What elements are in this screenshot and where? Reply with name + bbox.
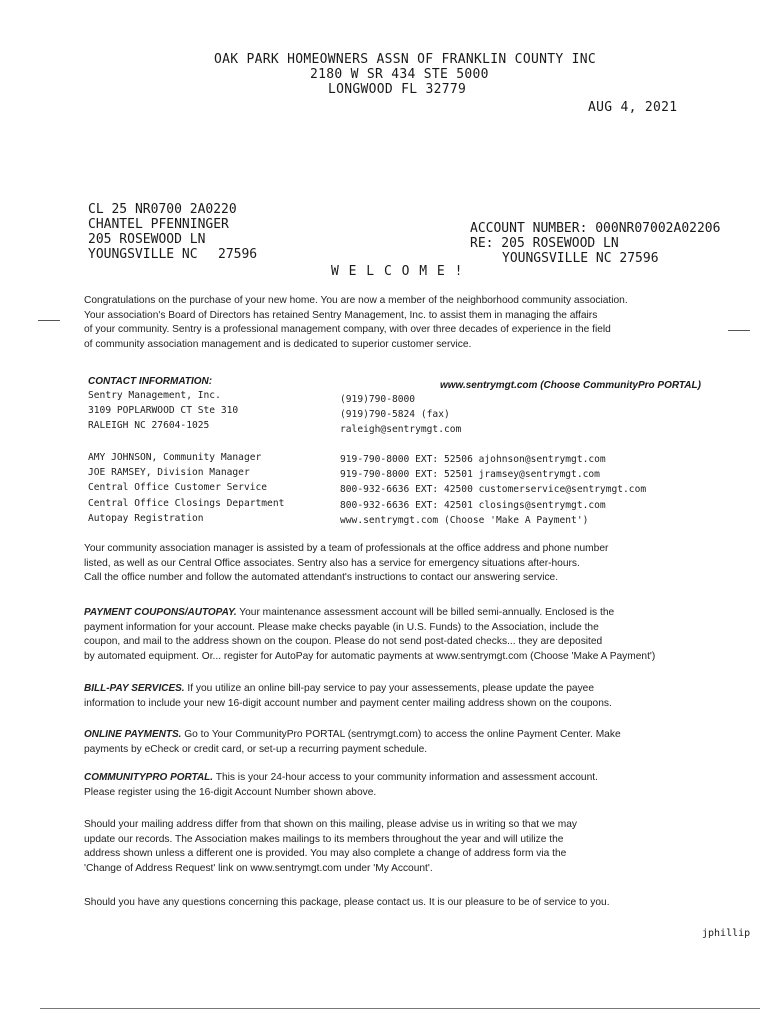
payment-line: payment information for your account. Please make checks payable (in U.S. Funds) to the Association, include the — [84, 621, 599, 633]
intro-paragraph — [84, 294, 724, 352]
sender-name: OAK PARK HOMEOWNERS ASSN OF FRANKLIN COUNTY INC — [214, 52, 596, 67]
contact-person-detail: 919-790-8000 EXT: 52506 ajohnson@sentrymgt.com — [340, 454, 606, 465]
portal-paragraph — [84, 771, 724, 800]
payment-first-line: Your maintenance assessment account will be billed semi-annually. Enclosed is the — [236, 607, 615, 618]
account-re: RE: 205 ROSEWOOD LN — [470, 236, 619, 251]
company-details — [340, 392, 461, 438]
sender-city: LONGWOOD FL 32779 — [328, 82, 467, 97]
contact-person-label: AMY JOHNSON, Community Manager — [88, 452, 262, 463]
contact-person-detail: 919-790-8000 EXT: 52501 jramsey@sentrymgt.com — [340, 469, 600, 481]
closing-line: Should you have any questions concerning this package, please contact us. It is our pleasure to be of service to you. — [84, 897, 610, 908]
intro-line: of your community. Sentry is a professional management company, with over three decades of experience in the field — [84, 324, 611, 336]
portal-first-line: This is your 24-hour access to your community information and assessment account. — [213, 772, 598, 783]
intro-line: Your association's Board of Directors has retained Sentry Management, Inc. to assist them in managing the affairs — [84, 309, 598, 321]
sender-street: 2180 W SR 434 STE 5000 — [310, 67, 489, 82]
manager-paragraph — [84, 542, 724, 586]
contact-person-detail: 800-932-6636 EXT: 42501 closings@sentrymgt.com — [340, 499, 606, 511]
bottom-rule — [40, 1008, 760, 1009]
contact-portal: www.sentrymgt.com (Choose CommunityPro PORTAL) — [440, 380, 701, 391]
letter-date: AUG 4, 2021 — [588, 100, 678, 115]
manager-line: Call the office number and follow the automated attendant's instructions to contact our answering service. — [84, 572, 559, 584]
account-re-city: YOUNGSVILLE NC 27596 — [502, 251, 659, 266]
recipient-zip: 27596 — [218, 247, 258, 262]
address-line: Should your mailing address differ from that shown on this mailing, please advise us in writing so that we may — [84, 819, 578, 830]
contact-person-detail: www.sentrymgt.com (Choose 'Make A Payment') — [340, 514, 589, 526]
contact-people-details — [340, 452, 646, 528]
recipient-street: 205 ROSEWOOD LN — [88, 232, 206, 247]
billpay-line: information to include your new 16-digit account number and payment center mailing address shown on the coupons. — [84, 697, 612, 709]
recipient-code: CL 25 NR0700 2A0220 — [88, 202, 237, 217]
payment-paragraph — [84, 606, 724, 664]
manager-line: listed, as well as our Central Office associates. Sentry also has a service for emergency situations after-hours. — [84, 557, 580, 569]
billpay-heading: BILL-PAY SERVICES. — [84, 683, 185, 694]
closing-paragraph — [84, 896, 724, 911]
margin-mark-left — [38, 320, 60, 321]
contact-person-label: Central Office Customer Service — [88, 482, 268, 494]
company-line: RALEIGH NC 27604-1025 — [88, 420, 210, 432]
signature: jphillip — [702, 928, 751, 939]
payment-line: by automated equipment. Or... register for AutoPay for automatic payments at www.sentrymgt.com (Choose 'Make A Payment') — [84, 650, 656, 662]
contact-heading: CONTACT INFORMATION: — [88, 376, 213, 387]
portal-heading: COMMUNITYPRO PORTAL. — [84, 772, 214, 783]
recipient-name: CHANTEL PFENNINGER — [88, 217, 229, 232]
intro-line: Congratulations on the purchase of your new home. You are now a member of the neighborhood community association. — [84, 295, 628, 306]
contact-people-labels — [88, 450, 284, 526]
margin-mark-right — [728, 330, 750, 331]
contact-person-detail: 800-932-6636 EXT: 42500 customerservice@sentrymgt.com — [340, 484, 647, 496]
account-number: ACCOUNT NUMBER: 000NR07002A02206 — [470, 221, 721, 236]
payment-line: coupon, and mail to the address shown on the coupon. Please do not send post-dated checks... they are deposited — [84, 636, 603, 648]
address-line: 'Change of Address Request' link on www.sentrymgt.com under 'My Account'. — [84, 862, 433, 874]
company-address — [88, 388, 238, 434]
manager-line: Your community association manager is assisted by a team of professionals at the office address and phone number — [84, 543, 609, 554]
company-detail-line: (919)790-8000 — [340, 394, 416, 405]
recipient-city: YOUNGSVILLE NC — [88, 247, 198, 262]
portal-line: Please register using the 16-digit Account Number shown above. — [84, 786, 377, 798]
intro-line: of community association management and is dedicated to superior customer service. — [84, 338, 472, 350]
contact-person-label: JOE RAMSEY, Division Manager — [88, 467, 250, 479]
welcome-heading: W E L C O M E ! — [331, 264, 464, 279]
online-line: payments by eCheck or credit card, or set-up a recurring payment schedule. — [84, 743, 428, 755]
address-line: address shown unless a different one is provided. You may also complete a change of address form via the — [84, 848, 567, 860]
contact-person-label: Autopay Registration — [88, 512, 204, 524]
company-line: Sentry Management, Inc. — [88, 390, 221, 401]
contact-person-label: Central Office Closings Department — [88, 497, 285, 509]
online-first-line: Go to Your CommunityPro PORTAL (sentrymgt.com) to access the online Payment Center. Make — [181, 729, 621, 740]
online-paragraph — [84, 728, 724, 757]
company-line: 3109 POPLARWOOD CT Ste 310 — [88, 405, 239, 417]
address-line: update our records. The Association makes mailings to its members throughout the year and will utilize the — [84, 833, 564, 845]
billpay-first-line: If you utilize an online bill-pay service to pay your assessements, please update the payee — [184, 683, 595, 694]
company-detail-line: raleigh@sentrymgt.com — [340, 424, 462, 436]
address-paragraph — [84, 818, 724, 876]
online-heading: ONLINE PAYMENTS. — [84, 729, 182, 740]
payment-heading: PAYMENT COUPONS/AUTOPAY. — [84, 607, 237, 618]
billpay-paragraph — [84, 682, 724, 711]
company-detail-line: (919)790-5824 (fax) — [340, 409, 450, 421]
